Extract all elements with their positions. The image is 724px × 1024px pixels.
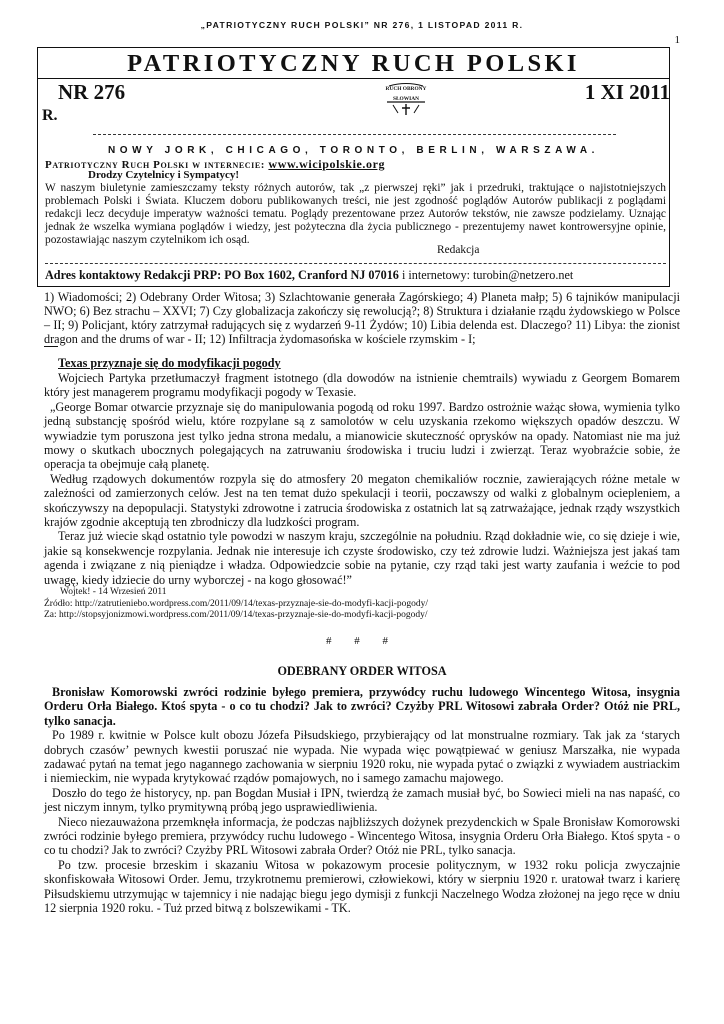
- email-link[interactable]: turobin@netzero.net: [473, 268, 574, 282]
- svg-text:SŁOWIAN: SŁOWIAN: [392, 96, 420, 102]
- article2-p4: Po tzw. procesie brzeskim i skazaniu Witosa w pokazowym procesie politycznym, w 1932 roku policja zwyczajnie skonfiskowała Witosowi Order. Jemu, trzykrotnemu premierowi, człowiekowi, który w sierpniu 1920 r. uratował twarz i karierę Piłsudskiemu utrzymując w tajemnicy i nie nadając biegu jego dymisji z funkcji Naczelnego Wodza złożonej na jego ręce w dniu 12 sierpnia 1920 roku. - Tuż przed bitwą z bolszewikami - TK.: [44, 857, 680, 916]
- running-header: „PATRIOTYCZNY RUCH POLSKI” NR 276, 1 LISTOPAD 2011 R.: [200, 20, 524, 30]
- author-link[interactable]: Wojciech Partyka: [58, 371, 146, 385]
- article1-p3: Według rządowych dokumentów rozpyla się do atmosfery 20 megaton chemikaliów rocznie, zawierających różne metale w zależności od zamierzonych celów. Jest na ten temat dużo spekulacji i teorii, poczawszy od walki z globalnym ociepleniem, a skończywszy na depopulacji. Statystyki zdrowotne i zatrucia środowiska z ostatnich lat są zatrważające, jednak rządy wszystkich krajów zgodnie akceptują ten zbrodniczy dla ludzkości program.: [44, 471, 680, 530]
- masthead-title: PATRIOTYCZNY RUCH POLSKI: [127, 50, 580, 77]
- article2-title: ODEBRANY ORDER WITOSA: [277, 664, 447, 678]
- article1-signature: Wojtek! - 14 Wrzesień 2011: [60, 587, 167, 598]
- source-label: Źródło:: [44, 598, 75, 609]
- page-number: 1: [674, 34, 680, 46]
- dashed-rule: [93, 134, 616, 135]
- article2-p3: Nieco niezauważona przemknęła informacja, że podczas najbliższych dożynek prezydenckich w Spale Bronisław Komorowski zwróci rodzinie byłego premiera, przywódcy ruchu ludowego - Wincentego Witosa, insygnia Orderu Orła Białego. Ktoś spyta - o co tu chodzi? Jak to zwróci? Czyżby PRL Witosowi zabrała Order? Otóż nie PRL, tylko sanacja.: [44, 814, 680, 858]
- article1-p4: Teraz już wiecie skąd ostatnio tyle powodzi w naszym kraju, szczególnie na południu. Rząd dokładnie wie, co się dzieje i wie, jakie są konsekwencje rozpylania. Jednak nie interesuje ich czyste środowisko, czy też zdrowie ludzi. Ważniejsza jest jakaś tam agenda i związane z nią pieniądze i władza. Odpowiedzcie sobie na pytanie, czy rząd taki jest warty zaufania i weźcie to pod uwagę, kiedy idziecie do urny wyborczej - na kogo głosować!”: [44, 529, 680, 587]
- za-label: Za:: [44, 610, 60, 621]
- za-link[interactable]: http://stopsyjonizmowi.wordpress.com/2011/09/14/texas-przyznaje-sie-do-modyfi-kacji-pogody/: [59, 610, 428, 621]
- contact-label: Adres kontaktowy Redakcji PRP: [45, 268, 218, 282]
- article2-p1: Po 1989 r. kwitnie w Polsce kult obozu Józefa Piłsudskiego, przybierający od lat monstrualne rozmiary. Tak jak za ‘starych dobrych czasów’ pewnych kwestii poruszać nie wypada. Nie wypada więc powątpiewać w geniusz Marszałka, nie wypada zadawać pytań na temat jego nagannego zachowania w sierpniu 1920 roku, nie wypada pytać o związki z wywiadem austriackim i niemieckim, nie wypada krytykować rządów pomajowych, no i samego zamachu majowego.: [44, 728, 680, 786]
- article2-body: [44, 685, 680, 916]
- cities-line: NOWY JORK, CHICAGO, TORONTO, BERLIN, WARSZAWA.: [107, 145, 600, 156]
- article1-title: Texas przyznaje się do modyfikacji pogody: [58, 356, 281, 370]
- contact-line: [45, 268, 666, 283]
- article2-lead: Bronisław Komorowski zwróci rodzinie byłego premiera, przywódcy ruchu ludowego Wincentego Witosa, insygnia Orderu Orła Białego. Ktoś spyta - o co tu chodzi? Jak to zwróci? Czyżby PRL Witosowi zabrała Order? Otóż nie PRL, tylko sanacja.: [44, 685, 680, 728]
- issue-number: NR 276: [58, 80, 126, 104]
- section-separator: # # #: [326, 635, 398, 647]
- dashed-rule-2: [45, 263, 666, 264]
- source-link[interactable]: http://zatrutieniebo.wordpress.com/2011/09/14/texas-przyznaje-sie-do-modyfi-kacji-pogody/: [74, 598, 429, 609]
- website-link[interactable]: www.wicipolskie.org: [268, 157, 386, 171]
- article1-body: [44, 371, 680, 622]
- contact-mid: i internetowy:: [398, 268, 474, 282]
- contact-address: : PO Box 1602, Cranford NJ 07016: [217, 268, 399, 282]
- ruch-obrony-slowian-logo: [383, 82, 429, 116]
- issue-date: 1 XI 2011: [584, 80, 670, 104]
- article1-p1: przetłumaczył fragment istotnego (dla dowodów na istnienie chemtrails) wywiadu z Georgem Bomarem który jest managerem programu modyfikacji pogody w Texasie.: [44, 371, 680, 400]
- internet-label: Patriotyczny Ruch Polski w internecie:: [45, 159, 266, 171]
- article1-p2: „George Bomar otwarcie przyznaje się do manipulowania pogodą od roku 1997. Bardzo ostrożnie ważąc słowa, wymienia tylko jedną substancję spośród wielu, które rozpylane są z samolotów w celu uzyskania rzekomo większych opadów deszczu. W wywiadzie tym poruszona jest tylko jedna strona medalu, a mianowicie skuteczność oprysków na opady. Natomiast nie ma już mowy o skutkach ubocznych polegających na zatruwaniu środowiska i truciu ludzi i zwierząt. Teraz wyobraźcie sobie, że operacja ta obejmuje całą planetę.: [44, 399, 680, 472]
- table-of-contents: 1) Wiadomości; 2) Odebrany Order Witosa; 3) Szlachtowanie generała Zagórskiego; 4) Planeta małp; 5) 6 tajników manipulacji NWO; 6) Bez strachu – XXVI; 7) Czy globalizacja zakończy się rewolucją?; 8) Struktura i działanie rządu żydowskiego w Polsce – II; 9) Policjant, który zatrzymał radujących się z wydarzeń 9-11 Żydów; 10) Libia delenda est. Dlaczego? 11) Libya: the zionist dragon and the drums of war - II; 12) Infiltracja żydomasońska w kościele rzymskim - I;: [44, 290, 680, 346]
- za-line: [44, 610, 680, 622]
- svg-text:RUCH OBRONY: RUCH OBRONY: [385, 86, 427, 92]
- short-rule: [44, 346, 58, 347]
- redakcja-signature: Redakcja: [437, 244, 480, 256]
- issue-year-suffix: R.: [42, 107, 58, 124]
- greeting: Drodzy Czytelnicy i Sympatycy!: [88, 169, 240, 181]
- source-line: [44, 599, 680, 611]
- intro-paragraph: W naszym biuletynie zamieszczamy teksty różnych autorów, tak „z pierwszej ręki” jak i przedruki, traktujące o najistotniejszych problemach Polski i Świata. Kluczem doboru publikowanych treści, nie jest zgodność poglądów Autorów publikacji z poglądami redakcji lecz decyduje imperatyw ważności tematu. Poglądy prezentowane przez Autorów tekstów, nie zawsze podzielamy. Uznając jednak że wszelka wymiana poglądów i wiedzy, jest pożyteczna dla życia publicznego - prezentujemy nawet kontrowersyjne opinie, pozostawiając naszym czytelnikom ich osąd.: [45, 182, 666, 246]
- article2-p2: Doszło do tego że historycy, np. pan Bogdan Musiał i IPN, twierdzą że zamach musiał być, bo Sowieci mieli na nas napaść, co jest niczym innym, tylko prymitywną próbą jego usprawiedliwienia.: [44, 785, 680, 815]
